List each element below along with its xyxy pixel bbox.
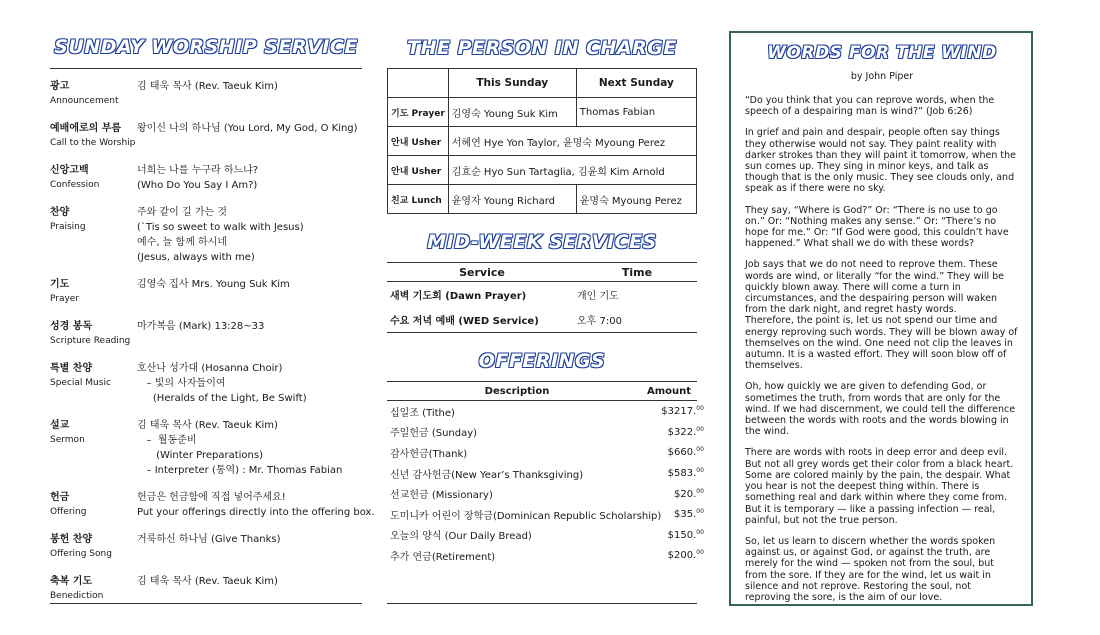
charge-row xyxy=(388,156,697,185)
order-detail xyxy=(137,121,362,151)
offering-amount xyxy=(661,463,710,484)
offering-description: 주일헌금 (Sunday) xyxy=(390,428,478,440)
midweek-title: MID-WEEK SERVICES xyxy=(427,231,657,253)
article-paragraph: Job says that we do not need to reprove them. These words are wind, or literally “for the wind.” They will be quickly blown away. There will come a turn in circumstances, and the despairing person will waken from the dark night, and regret hasty words. Therefore, the point is, let us not spend our time and energy reproving such words. They will be blown away of themselves on the wind. One need not clip the leaves in autumn. It is a wasted effort. They will soon blow off of themselves. xyxy=(745,259,1018,372)
order-label-korean: 광고 xyxy=(50,81,70,92)
order-label-english: Call to the Worship xyxy=(50,138,136,148)
charge-person-next: 윤명숙 Myoung Perez xyxy=(576,185,696,214)
charge-header-row xyxy=(388,69,697,98)
midweek-service: 새벽 기도회 (Dawn Prayer) xyxy=(390,291,527,302)
order-label xyxy=(50,79,137,109)
order-label-english: Praising xyxy=(50,222,86,232)
offering-amount xyxy=(661,545,710,566)
charge-role: 친교 Lunch xyxy=(388,185,449,214)
offering-description: 오늘의 양식 (Our Daily Bread) xyxy=(390,531,532,543)
offering-description: 선교헌금 (Missionary) xyxy=(390,490,493,502)
order-label xyxy=(50,121,137,151)
order-detail-line: 김 태욱 목사 (Rev. Taeuk Kim) xyxy=(137,81,278,92)
order-label xyxy=(50,163,137,193)
order-item xyxy=(50,319,362,349)
offering-amount-dollars: $660. xyxy=(667,447,697,459)
order-detail-line: 주와 같이 길 가는 것 xyxy=(137,207,227,218)
charge-table xyxy=(387,68,697,214)
order-detail xyxy=(137,277,362,307)
order-detail-line: (Jesus, always with me) xyxy=(137,252,255,263)
article-panel xyxy=(729,31,1033,606)
order-label-english: Offering xyxy=(50,507,87,517)
order-item xyxy=(50,574,362,604)
charge-role: 기도 Prayer xyxy=(388,98,449,127)
order-label-korean: 축복 기도 xyxy=(50,576,93,587)
order-item xyxy=(50,490,375,520)
order-label xyxy=(50,574,137,604)
midweek-service: 수요 저녁 예배 (WED Service) xyxy=(390,316,539,327)
offering-amount xyxy=(661,442,710,463)
order-detail-line: – Interpreter (통역) : Mr. Thomas Fabian xyxy=(137,465,343,476)
this-sunday-header: This Sunday xyxy=(448,69,576,98)
midweek-row xyxy=(387,307,697,332)
charge-role: 안내 Usher xyxy=(388,127,449,156)
offering-amount-cents: 00 xyxy=(696,528,704,536)
offering-description: 추가 연금(Retirement) xyxy=(390,551,496,563)
order-detail-line: 김 태욱 목사 (Rev. Taeuk Kim) xyxy=(137,420,278,431)
top-divider xyxy=(50,68,362,69)
offering-amount xyxy=(661,483,710,504)
worship-order-section xyxy=(50,32,375,604)
offering-amount-cents: 00 xyxy=(696,446,704,454)
offering-amount-dollars: $150. xyxy=(667,529,697,541)
bottom-divider xyxy=(50,603,362,604)
offering-amount-dollars: $583. xyxy=(667,468,697,480)
offering-description: 감사헌금(Thank) xyxy=(390,448,468,460)
charge-header-blank xyxy=(388,69,449,98)
order-detail-line: 예수, 늘 함께 하시네 xyxy=(137,237,227,248)
order-detail-line: (Heralds of the Light, Be Swift) xyxy=(137,393,307,404)
midweek-table xyxy=(387,282,697,332)
order-detail-line: – 월동준비 xyxy=(137,435,197,446)
offering-amount-cents: 00 xyxy=(696,467,704,475)
offering-row xyxy=(387,442,710,463)
offerings-title: OFFERINGS xyxy=(478,350,606,372)
midweek-time: 오후 7:00 xyxy=(577,316,622,327)
order-label xyxy=(50,205,137,265)
article-paragraph: They say, “Where is God?” Or: “There is no use to go on.” Or: “Nothing makes any sense.” Or: “There’s no hope for me.” Or: “If God were good, this couldn’t have happened.” What shall we do with these words? xyxy=(745,204,1009,250)
order-detail-line: 호산나 성가대 (Hosanna Choir) xyxy=(137,363,283,374)
offering-amount xyxy=(661,525,710,546)
article-paragraph: There are words with roots in deep error and deep evil. But not all grey words get their color from a black heart. Some are colored mainly by the pain, the despair. What you hear is not the deepest thing within. There is something real and dark within where they come from. But it is temporary — like a passing infection — real, painful, but not the true person. xyxy=(745,447,1014,526)
offering-amount xyxy=(661,401,710,422)
offering-description: 십일조 (Tithe) xyxy=(390,407,455,419)
order-detail-line: (Winter Preparations) xyxy=(137,450,264,461)
order-detail-line: 김영숙 집사 Mrs. Young Suk Kim xyxy=(137,279,290,290)
offerings-header-row xyxy=(387,381,697,401)
description-header: Description xyxy=(484,386,550,397)
order-label xyxy=(50,490,137,520)
article-byline: by John Piper xyxy=(850,71,914,82)
offering-amount-dollars: $322. xyxy=(667,426,697,438)
order-label xyxy=(50,319,137,349)
order-label-english: Scripture Reading xyxy=(50,336,131,346)
order-label-korean: 찬양 xyxy=(50,207,70,218)
midweek-time: 개인 기도 xyxy=(577,291,619,302)
offering-amount-cents: 00 xyxy=(696,425,704,433)
offering-amount-dollars: $35. xyxy=(674,509,697,521)
order-label-korean: 특별 찬양 xyxy=(50,363,93,374)
order-label-english: Confession xyxy=(50,180,100,190)
midweek-bottom-divider xyxy=(387,332,697,333)
service-header: Service xyxy=(459,266,505,279)
article-paragraph: Oh, how quickly we are given to defending God, or sometimes the truth, from words that are only for the wind. If we had discernment, we could tell the difference between the words with roots and the words blowing in the wind. xyxy=(745,381,1016,438)
article-paragraph: So, let us learn to discern whether the words spoken against us, or against God, or against the truth, are merely for the wind — spoken not from the soul, but from the sore. If they are for the wind, let us wait in silence and not reprove. Restoring the soul, not reproving the sore, is the aim of our love. xyxy=(745,535,996,603)
offering-amount-dollars: $3217. xyxy=(661,406,697,418)
order-detail xyxy=(137,361,362,406)
charge-person-next: Thomas Fabian xyxy=(576,98,696,127)
offering-amount-dollars: $200. xyxy=(667,550,697,562)
order-list xyxy=(50,79,375,604)
offering-row xyxy=(387,504,710,525)
order-detail-line: (Who Do You Say I Am?) xyxy=(137,180,258,191)
worship-title: SUNDAY WORSHIP SERVICE xyxy=(54,36,358,58)
charge-title: THE PERSON IN CHARGE xyxy=(407,37,677,59)
order-label-korean: 예배에로의 부름 xyxy=(50,123,122,134)
offering-row xyxy=(387,401,710,422)
order-detail-line: 김 태욱 목사 (Rev. Taeuk Kim) xyxy=(137,576,278,587)
order-detail xyxy=(137,205,362,265)
order-detail-line: Put your offerings directly into the offering box. xyxy=(137,507,375,518)
order-item xyxy=(50,532,362,562)
offering-amount-cents: 00 xyxy=(696,487,704,495)
order-item xyxy=(50,205,362,265)
time-header: Time xyxy=(621,266,653,279)
order-detail-line: 마가복음 (Mark) 13:28~33 xyxy=(137,321,265,332)
order-item xyxy=(50,163,362,193)
order-detail xyxy=(137,532,362,562)
order-label-korean: 봉헌 찬양 xyxy=(50,534,93,545)
charge-role: 안내 Usher xyxy=(388,156,449,185)
order-label-english: Sermon xyxy=(50,435,85,445)
offering-amount-cents: 00 xyxy=(696,549,704,557)
order-detail xyxy=(137,79,362,109)
article-body xyxy=(745,95,1019,603)
order-label-korean: 설교 xyxy=(50,420,70,431)
order-detail xyxy=(137,490,375,520)
order-label xyxy=(50,277,137,307)
order-detail-line: 헌금은 헌금함에 직접 넣어주세요! xyxy=(137,492,286,503)
order-label-korean: 신앙고백 xyxy=(50,165,89,176)
order-detail xyxy=(137,574,362,604)
charge-person-both: 김효순 Hyo Sun Tartaglia, 김윤희 Kim Arnold xyxy=(448,156,696,185)
order-item xyxy=(50,79,362,109)
article-paragraph: In grief and pain and despair, people often say things they otherwise would not say. They paint reality with darker strokes than they will paint it tomorrow, when the sun comes up. They sing in minor keys, and talk as though that is the only music. They see clouds only, and speak as if there were no sky. xyxy=(745,127,1016,195)
next-sunday-header: Next Sunday xyxy=(576,69,696,98)
order-label xyxy=(50,532,137,562)
midweek-header-row xyxy=(387,262,697,282)
offerings-table xyxy=(387,401,710,566)
charge-person-both: 서혜연 Hye Yon Taylor, 윤명숙 Myoung Perez xyxy=(448,127,696,156)
charge-row xyxy=(388,185,697,214)
order-label xyxy=(50,418,137,478)
order-detail-line: 왕이신 나의 하나님 (You Lord, My God, O King) xyxy=(137,123,358,134)
order-label-english: Special Music xyxy=(50,378,111,388)
charge-row xyxy=(388,98,697,127)
order-detail-line: – 빛의 사자들이여 xyxy=(137,378,226,389)
order-label-english: Offering Song xyxy=(50,549,112,559)
article-paragraph: “Do you think that you can reprove words, when the speech of a despairing man is wind?” (Job 6:26) xyxy=(745,95,995,118)
offering-amount xyxy=(661,422,710,443)
offerings-bottom-divider xyxy=(387,603,697,604)
midweek-row xyxy=(387,282,697,307)
charge-person-this: 김영숙 Young Suk Kim xyxy=(448,98,576,127)
order-item xyxy=(50,418,362,478)
offering-description: 도미니카 어린이 장학금(Dominican Republic Scholarship) xyxy=(390,510,662,522)
offering-amount-cents: 00 xyxy=(696,405,704,413)
offering-amount-cents: 00 xyxy=(696,508,704,516)
order-label-korean: 기도 xyxy=(50,279,70,290)
charge-row xyxy=(388,127,697,156)
offering-row xyxy=(387,483,710,504)
order-detail-line: 거룩하신 하나님 (Give Thanks) xyxy=(137,534,281,545)
article-title: WORDS FOR THE WIND xyxy=(767,43,997,63)
offering-row xyxy=(387,422,710,443)
order-label-english: Announcement xyxy=(50,96,119,106)
offering-row xyxy=(387,545,710,566)
order-item xyxy=(50,277,362,307)
order-label-english: Prayer xyxy=(50,294,80,304)
order-detail xyxy=(137,319,362,349)
offering-row xyxy=(387,463,710,484)
order-detail xyxy=(137,418,362,478)
order-label-korean: 성경 봉독 xyxy=(50,321,93,332)
order-detail-line: 너희는 나를 누구라 하느냐? xyxy=(137,165,259,176)
amount-header: Amount xyxy=(647,386,692,397)
order-detail xyxy=(137,163,362,193)
middle-section xyxy=(387,32,704,566)
offering-row xyxy=(387,525,710,546)
offering-amount xyxy=(661,504,710,525)
order-item xyxy=(50,361,362,406)
order-detail-line: (`Tis so sweet to walk with Jesus) xyxy=(137,222,304,233)
order-item xyxy=(50,121,362,151)
offering-amount-dollars: $20. xyxy=(674,488,697,500)
offering-description: 신년 감사헌금(New Year’s Thanksgiving) xyxy=(390,469,584,481)
order-label-korean: 헌금 xyxy=(50,492,70,503)
order-label xyxy=(50,361,137,406)
charge-person-this: 윤영자 Young Richard xyxy=(448,185,576,214)
order-label-english: Benediction xyxy=(50,591,104,601)
